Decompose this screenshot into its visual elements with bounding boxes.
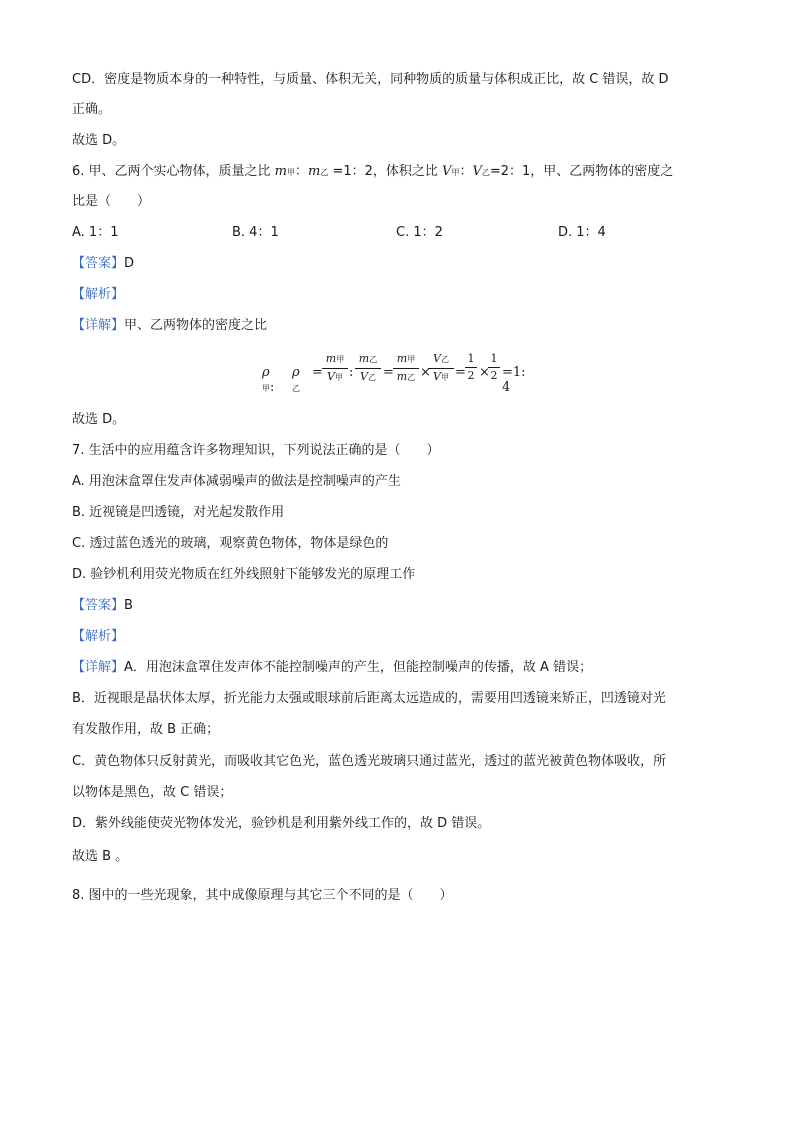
text-line: 故选 D。	[72, 412, 126, 427]
fraction: m乙 V乙	[355, 352, 381, 385]
option-c: C. 1：2	[396, 225, 443, 240]
detail-6: 【详解】甲、乙两物体的密度之比	[72, 318, 268, 333]
option-a: A. 用泡沫盒罩住发声体减弱噪声的做法是控制噪声的产生	[72, 474, 401, 489]
analysis-tag: 【解析】	[72, 287, 125, 302]
text-line: B．近视眼是晶状体太厚，折光能力太强或眼球前后距离太远造成的，需要用凹透镜来矫正，凹透镜对光	[72, 691, 666, 706]
option-d: D. 1：4	[558, 225, 606, 240]
option-c: C. 透过蓝色透光的玻璃，观察黄色物体，物体是绿色的	[72, 536, 389, 551]
fraction: V乙 V甲	[428, 352, 454, 385]
answer-6: 【答案】D	[72, 256, 135, 271]
text-line: D．紫外线能使荧光物体发光，验钞机是利用紫外线工作的，故 D 错误。	[72, 816, 491, 831]
analysis-6	[72, 285, 124, 305]
text-line: 故选 B 。	[72, 849, 129, 864]
document-page: CD．密度是物质本身的一种特性，与质量、体积无关，同种物质的质量与体积成正比，故 C 错误，故 D 正确。 故选 D。 6. 甲、乙两个实心物体，质量之比 m甲：m乙 =1：2，体积之比 V甲：V乙=2：1，甲、乙两物体的密度之 比是（ ） A. 1：1 B. 4：1 C. 1：2 D. 1：4 【答案】D 【解析】 【详解】甲、乙两物体的密度之比 ρ甲: ρ乙 = m甲 V甲 : m乙 V乙 = m甲 m乙 × V乙 V甲 = 1 2 × 1 2 =1: 4 故选 D。 7. 生活中的应用蕴含许多物理知识，下列说法正确的是（ ） A. 用泡沫盒罩住发声体减弱噪声的做法是控制噪声的产生 B. 近视镜是凹透镜，对光起发散作用 C. 透过蓝色透光的玻璃，观察黄色物体，物体是绿色的 D. 验钞机利用荧光物质在红外线照射下能够发光的原理工作 【答案】B 【解析】 【详解】A．用泡沫盒罩住发声体不能控制噪声的产生，但能控制噪声的传播，故 A 错误； B．近视眼是晶状体太厚，折光能力太强或眼球前后距离太远造成的，需要用凹透镜来矫正，凹透镜对光 有发散作用，故 B 正确； C．黄色物体只反射黄光，而吸收其它色光，蓝色透光玻璃只通过蓝光，透过的蓝光被黄色物体吸收，所 以物体是黑色，故 C 错误； D．紫外线能使荧光物体发光，验钞机是利用紫外线工作的，故 D 错误。 故选 B 。 8. 图中的一些光现象，其中成像原理与其它三个不同的是（ ）	[0, 0, 794, 1123]
fraction: m甲 m乙	[393, 352, 419, 385]
fraction: m甲 V甲	[322, 352, 348, 385]
fraction: 1 2	[465, 352, 477, 383]
text-line: 正确。	[72, 102, 112, 117]
option-a: A. 1：1	[72, 225, 119, 240]
question-8: 8. 图中的一些光现象，其中成像原理与其它三个不同的是（ ）	[72, 888, 453, 903]
fraction: 1 2	[488, 352, 500, 383]
detail-7: 【详解】A．用泡沫盒罩住发声体不能控制噪声的产生，但能控制噪声的传播，故 A 错误；	[72, 660, 593, 675]
text-line: 有发散作用，故 B 正确；	[72, 722, 220, 737]
analysis-tag: 【解析】	[72, 629, 125, 644]
text-line: 以物体是黑色，故 C 错误；	[72, 785, 233, 800]
text-line: C．黄色物体只反射黄光，而吸收其它色光，蓝色透光玻璃只通过蓝光，透过的蓝光被黄色物体吸收，所	[72, 754, 667, 769]
answer-tag: 【答案】	[72, 598, 125, 613]
answer-tag: 【答案】	[72, 256, 125, 271]
analysis-7	[72, 627, 124, 647]
option-d: D. 验钞机利用荧光物质在红外线照射下能够发光的原理工作	[72, 567, 416, 582]
answer-7: 【答案】B	[72, 598, 133, 613]
question-6-line2: 比是（ ）	[72, 194, 151, 209]
detail-tag: 【详解】	[72, 318, 125, 333]
question-6: 6. 甲、乙两个实心物体，质量之比 m甲：m乙 =1：2，体积之比 V甲：V乙=2：1，甲、乙两物体的密度之	[72, 164, 674, 179]
option-b: B. 4：1	[232, 225, 279, 240]
text-line: CD．密度是物质本身的一种特性，与质量、体积无关，同种物质的质量与体积成正比，故 C 错误，故 D	[72, 72, 669, 87]
detail-tag: 【详解】	[72, 660, 125, 675]
option-b: B. 近视镜是凹透镜，对光起发散作用	[72, 505, 285, 520]
text-line: 故选 D。	[72, 133, 126, 148]
question-7: 7. 生活中的应用蕴含许多物理知识，下列说法正确的是（ ）	[72, 443, 440, 458]
